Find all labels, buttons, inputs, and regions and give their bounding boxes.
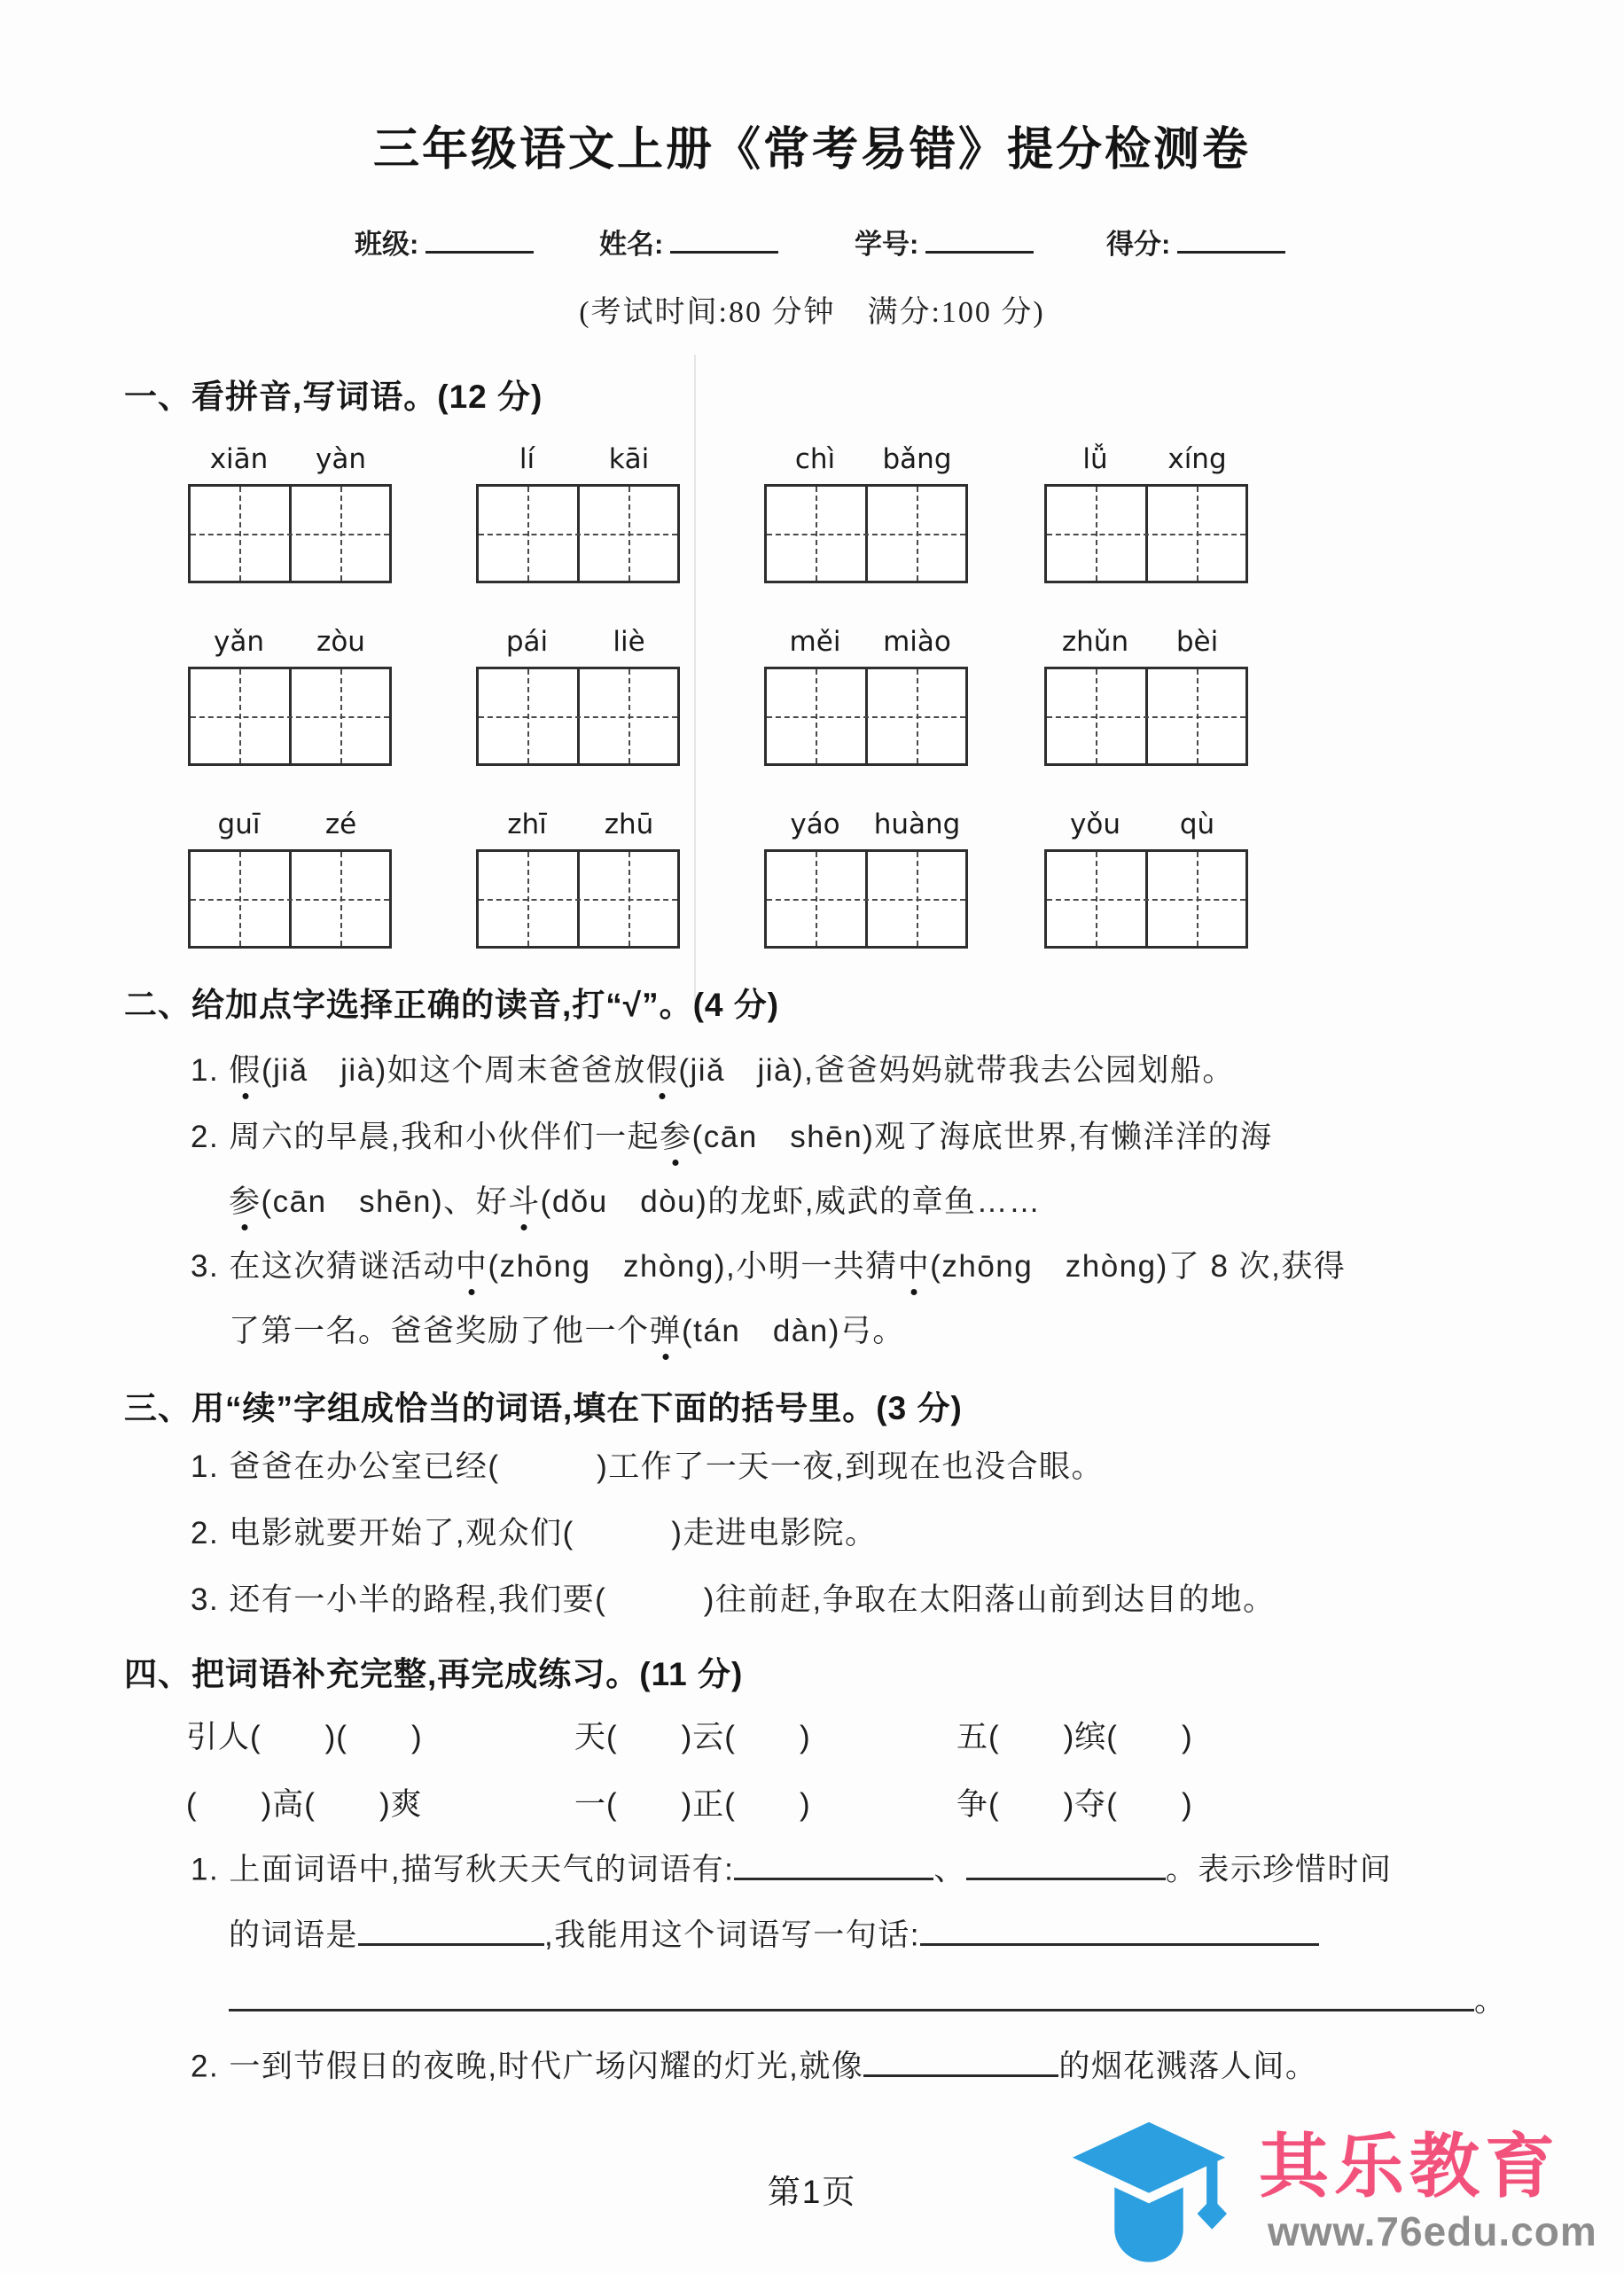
- section4-heading: 四、把词语补充完整,再完成练习。(11 分): [124, 1656, 744, 1692]
- blank-line: [863, 2046, 1058, 2077]
- pinyin-syllable: xiān: [209, 443, 269, 475]
- word-group: 天( )云( ): [574, 1720, 811, 1754]
- question-line: 2. 一到节假日的夜晚,时代广场闪耀的灯光,就像 的烟花溅落人间。: [191, 2046, 1317, 2088]
- pinyin-syllable: yáo: [790, 808, 840, 840]
- page-number: 第1页: [767, 2174, 857, 2210]
- pinyin-grid-row-2: [188, 626, 1447, 775]
- dotted-character: 弹: [650, 1311, 683, 1352]
- word-group: 五( )缤( ): [956, 1720, 1193, 1754]
- writing-grid-cell: [191, 852, 292, 946]
- pinyin-labels: [188, 626, 392, 667]
- pinyin-word: [1044, 443, 1248, 583]
- writing-grid-cell: [1148, 669, 1246, 763]
- question-line: 的词语是 ,我能用这个词语写一句话:: [229, 1915, 1319, 1957]
- pinyin-labels: [188, 808, 392, 849]
- writing-grid: [764, 484, 968, 583]
- brand-url: www.76edu.com: [1268, 2208, 1597, 2254]
- pinyin-word: [1044, 808, 1248, 949]
- pinyin-labels: [476, 626, 680, 667]
- exam-meta: (考试时间:80 分钟 满分:100 分): [579, 296, 1045, 329]
- writing-grid: [1044, 484, 1248, 583]
- writing-grid-cell: [767, 852, 868, 946]
- pinyin-labels: [1044, 443, 1248, 484]
- word-group: 一( )正( ): [574, 1787, 811, 1822]
- writing-grid: [476, 667, 680, 766]
- pinyin-syllable: měi: [789, 626, 841, 658]
- dotted-character: 参: [229, 1182, 262, 1222]
- pinyin-labels: [476, 443, 680, 484]
- score-label: 得分:: [1106, 229, 1171, 260]
- info-field-name: [599, 222, 778, 262]
- writing-grid-cell: [868, 852, 966, 946]
- writing-grid-cell: [479, 852, 580, 946]
- writing-grid: [764, 667, 968, 766]
- blank-line: [358, 1915, 544, 1946]
- pinyin-syllable: zé: [324, 808, 357, 840]
- pinyin-syllable: xíng: [1167, 443, 1227, 475]
- pinyin-labels: [1044, 626, 1248, 667]
- dotted-character: 参: [660, 1117, 692, 1158]
- writing-grid-cell: [292, 852, 390, 946]
- dotted-character: 中: [456, 1246, 488, 1287]
- pinyin-syllable: bǎng: [882, 443, 952, 475]
- pinyin-word: [1044, 626, 1248, 766]
- word-group: ( )高( )爽: [186, 1787, 423, 1822]
- question-line: 3. 还有一小半的路程,我们要( )往前赶,争取在太阳落山前到达目的地。: [191, 1582, 1276, 1617]
- pinyin-syllable: zhū: [604, 808, 654, 840]
- word-group: 争( )夺( ): [956, 1787, 1193, 1822]
- info-field-score: [1106, 222, 1285, 262]
- name-label: 姓名:: [599, 229, 664, 260]
- word-group: 引人( )( ): [186, 1720, 423, 1754]
- score-blank-line: [1177, 225, 1285, 254]
- brand-name: 其乐教育: [1259, 2127, 1560, 2206]
- pinyin-syllable: zòu: [316, 626, 365, 658]
- pinyin-labels: [476, 808, 680, 849]
- pinyin-grid-row-1: [188, 443, 1447, 592]
- pinyin-syllable: miào: [883, 626, 951, 658]
- dotted-character: 中: [898, 1246, 931, 1287]
- pinyin-syllable: lí: [519, 443, 535, 475]
- dotted-character: 斗: [508, 1182, 541, 1222]
- pinyin-word: [188, 808, 392, 949]
- pinyin-syllable: yàn: [316, 443, 366, 475]
- writing-grid: [476, 484, 680, 583]
- pinyin-word: [764, 443, 968, 583]
- writing-grid-cell: [292, 669, 390, 763]
- pinyin-syllable: pái: [505, 626, 549, 658]
- question-line: 2. 周六的早晨,我和小伙伴们一起参(cān shēn)观了海底世界,有懒洋洋的海: [191, 1117, 1273, 1158]
- writing-grid: [1044, 667, 1248, 766]
- pinyin-syllable: kāi: [608, 443, 650, 475]
- writing-grid: [764, 849, 968, 949]
- pinyin-syllable: yǎn: [214, 626, 264, 658]
- writing-grid-cell: [191, 487, 292, 581]
- dotted-character: 假: [646, 1051, 679, 1091]
- question-line: 。: [229, 1980, 1507, 2022]
- question-line: 1. 爸爸在办公室已经( )工作了一天一夜,到现在也没合眼。: [191, 1449, 1104, 1484]
- writing-grid-cell: [767, 669, 868, 763]
- word-completion-row: [124, 1713, 1560, 1759]
- writing-grid: [188, 849, 392, 949]
- student-id-label: 学号:: [855, 229, 919, 260]
- writing-grid-cell: [1148, 487, 1246, 581]
- writing-grid-cell: [479, 487, 580, 581]
- writing-grid-cell: [191, 669, 292, 763]
- writing-grid-cell: [292, 487, 390, 581]
- question-line: 1. 上面词语中,描写秋天天气的词语有: 、 。表示珍惜时间: [191, 1849, 1392, 1891]
- class-label: 班级:: [355, 229, 419, 260]
- writing-grid-cell: [868, 669, 966, 763]
- writing-grid-cell: [767, 487, 868, 581]
- pinyin-word: [764, 626, 968, 766]
- pinyin-word: [764, 808, 968, 949]
- writing-grid-cell: [580, 852, 678, 946]
- pinyin-labels: [1044, 808, 1248, 849]
- section3-heading: 三、用“续”字组成恰当的词语,填在下面的括号里。(3 分): [124, 1390, 963, 1426]
- question-line: 了第一名。爸爸奖励了他一个弹(tán dàn)弓。: [229, 1311, 905, 1352]
- section1-heading: 一、看拼音,写词语。(12 分): [124, 379, 543, 415]
- pinyin-syllable: qù: [1179, 808, 1215, 840]
- pinyin-syllable: liè: [613, 626, 645, 658]
- question-line: 3. 在这次猜谜活动中(zhōng zhòng),小明一共猜中(zhōng zhòng)了 8 次,获得: [191, 1246, 1346, 1287]
- student-id-blank-line: [925, 225, 1034, 254]
- brand-logo: [1055, 2113, 1624, 2269]
- pinyin-labels: [764, 808, 968, 849]
- pinyin-syllable: bèi: [1175, 626, 1219, 658]
- pinyin-word: [476, 626, 680, 766]
- pinyin-syllable: chì: [794, 443, 836, 475]
- writing-grid: [188, 484, 392, 583]
- pinyin-labels: [764, 443, 968, 484]
- section2-heading: 二、给加点字选择正确的读音,打“√”。(4 分): [124, 987, 780, 1023]
- writing-grid: [1044, 849, 1248, 949]
- blank-line: [734, 1849, 933, 1880]
- dotted-character: 假: [229, 1051, 262, 1091]
- pinyin-syllable: huàng: [873, 808, 961, 840]
- blank-line: [920, 1915, 1319, 1946]
- pinyin-syllable: yǒu: [1070, 808, 1120, 840]
- blank-line: [966, 1849, 1166, 1880]
- blank-line: [229, 1980, 1474, 2011]
- pinyin-labels: [764, 626, 968, 667]
- writing-grid-cell: [1047, 669, 1148, 763]
- writing-grid-cell: [580, 669, 678, 763]
- writing-grid: [188, 667, 392, 766]
- question-line: 2. 电影就要开始了,观众们( )走进电影院。: [191, 1516, 878, 1550]
- writing-grid-cell: [1047, 487, 1148, 581]
- class-blank-line: [426, 225, 534, 254]
- writing-grid-cell: [1148, 852, 1246, 946]
- writing-grid-cell: [1047, 852, 1148, 946]
- writing-grid: [476, 849, 680, 949]
- question-line: 参(cān shēn)、好斗(dǒu dòu)的龙虾,威武的章鱼……: [229, 1182, 1042, 1222]
- pinyin-grid-row-3: [188, 808, 1447, 957]
- pinyin-word: [476, 808, 680, 949]
- pinyin-syllable: guī: [217, 808, 261, 840]
- pinyin-word: [476, 443, 680, 583]
- pinyin-word: [188, 626, 392, 766]
- pinyin-syllable: zhī: [507, 808, 547, 840]
- writing-grid-cell: [580, 487, 678, 581]
- graduation-cap-icon: [1055, 2117, 1243, 2273]
- pinyin-syllable: zhǔn: [1061, 626, 1129, 658]
- question-line: 1. 假(jiǎ jià)如这个周末爸爸放假(jiǎ jià),爸爸妈妈就带我去公园划船。: [191, 1051, 1235, 1091]
- word-completion-row: [124, 1780, 1560, 1826]
- pinyin-syllable: lǚ: [1082, 443, 1108, 475]
- name-blank-line: [670, 225, 778, 254]
- info-field-student-id: [855, 222, 1034, 262]
- pinyin-word: [188, 443, 392, 583]
- info-field-class: [355, 222, 534, 262]
- pinyin-labels: [188, 443, 392, 484]
- writing-grid-cell: [479, 669, 580, 763]
- page-title: 三年级语文上册《常考易错》提分检测卷: [372, 124, 1251, 176]
- writing-grid-cell: [868, 487, 966, 581]
